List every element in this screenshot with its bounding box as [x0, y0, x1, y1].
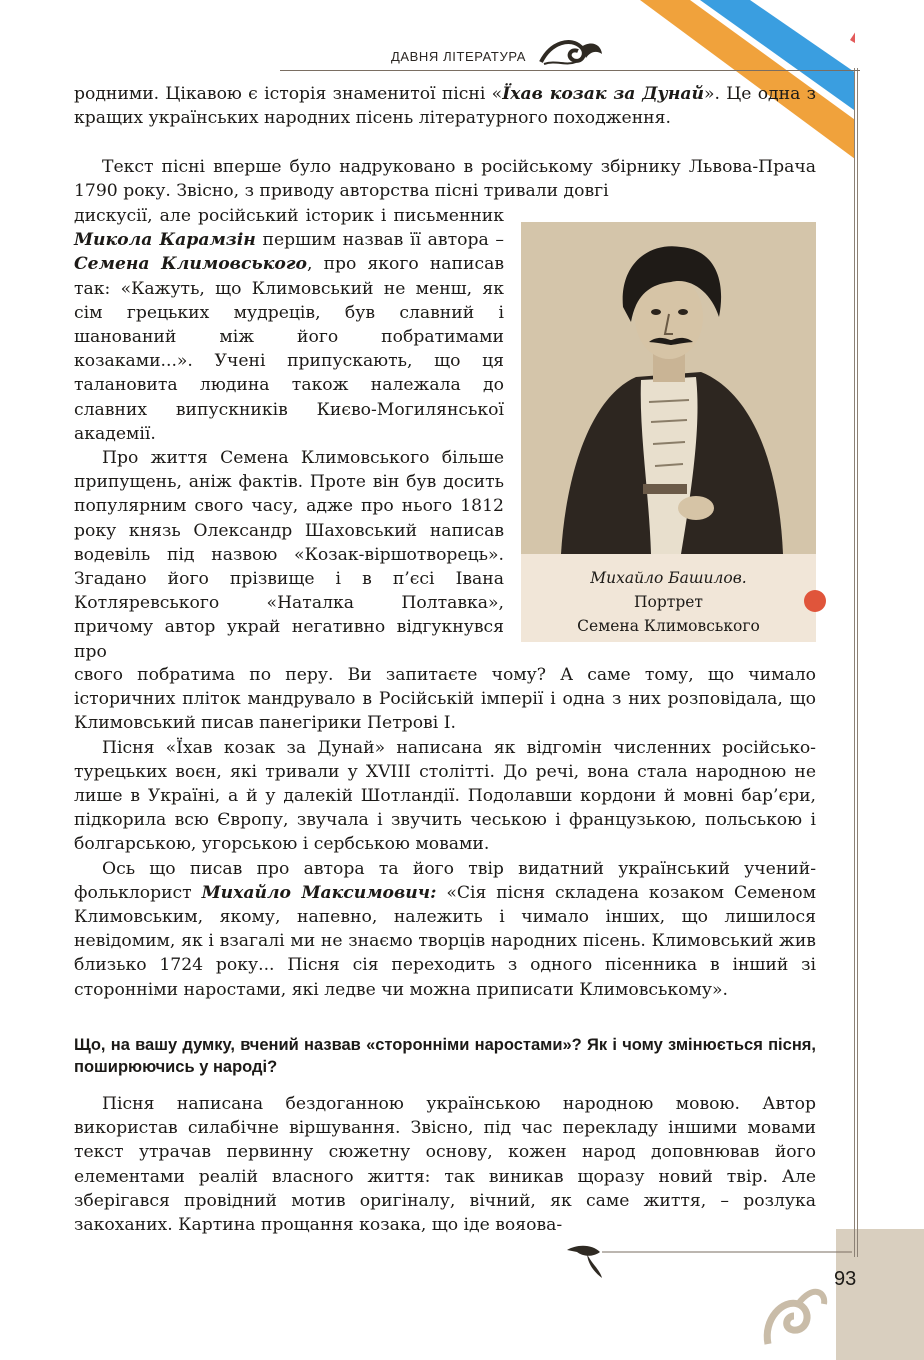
- p2-text-d: першим назвав її автора –: [255, 230, 504, 251]
- header-flourish-icon: [536, 32, 606, 72]
- paragraph-2-body: [74, 204, 504, 664]
- p5-text-c: «Сія пісня складена козаком Семеном Климовським, якому, напевно, належить і чимало інших, що лишилося невідомим, як і взагалі ми не знаємо творців народних пісень. Климовський жив близько 1724 року... Пісня сія переходить з одного пісенника в інший зі сторонніми наростами, які ледве чи можна приписати Климовському».: [74, 882, 816, 1000]
- section-title: ДАВНЯ ЛІТЕРАТУРА: [390, 49, 526, 64]
- red-marker-dot: [804, 590, 826, 612]
- p1-text-c: ». Це одна з кращих українських народних пісень літературного походження.: [74, 84, 816, 129]
- paragraph-3-bottom: [74, 663, 816, 1002]
- caption-line-3: Семена Климовського: [577, 617, 760, 635]
- p2-text-b: дискусії, але російський історик і письменник: [74, 206, 504, 226]
- corner-flourish-icon: [758, 1274, 828, 1354]
- frame-line: [854, 68, 855, 1257]
- p2-text-a: Текст пісні вперше було надруковано в російському збірнику Львова-Прача 1790 року. Звісно, з приводу авторства пісні тривали довгі: [74, 157, 816, 202]
- question-block: Що, на вашу думку, вчений назвав «сторонніми наростами»? Як і чому змінюється пісня, поширюючись у народі?: [74, 1036, 816, 1076]
- song-title: Їхав козак за Дунай: [502, 84, 704, 104]
- paragraph-5: [74, 857, 816, 1002]
- caption-author: Михайло Башилов.: [590, 569, 747, 587]
- maksymovych-name: Михайло Максимович:: [201, 882, 437, 903]
- paragraph-2-top: [74, 155, 816, 203]
- p5-text-a: Ось що писав про автора та його твір видатний український учений-фольклорист: [74, 858, 816, 903]
- portrait-caption: [521, 566, 816, 638]
- p3-text-b: свого побратима по перу. Ви запитаєте чому? А саме тому, що чимало історичних пліток мандрувало в Російській імперії і одна з них розповідала, що Климовський писав панегірики Петрові І.: [74, 665, 816, 734]
- side-margin: [855, 0, 924, 1360]
- portrait-figure: [521, 222, 816, 642]
- portrait-image: [521, 222, 816, 554]
- page-number: 93: [834, 1268, 857, 1290]
- caption-line-2: Портрет: [633, 593, 704, 611]
- paragraph-4: [74, 736, 816, 857]
- paragraph-6: [74, 1092, 816, 1237]
- p3-text-a: Про життя Семена Климовського більше припущень, аніж фактів. Проте він був досить популярним свого часу, адже про нього 1812 року князь Олександр Шаховський написав водевіль під назвою «Козак-віршотворець». Згадано його прізвище і в п’єсі Івана Котляревського «Наталка Полтавка», причому автор украй негативно відгукнувся про: [74, 448, 504, 662]
- p4-text: Пісня «Їхав козак за Дунай» написана як відгомін численних російсько-турецьких воєн, які тривали у XVIII столітті. До речі, вона стала народною не лише в Україні, а й у далекій Шотландії. Подолавши кордони й мовні бар’єри, підкорила всю Європу, звучала і звучить чеською і французькою, польською і болгарською, угорською і сербською мовами.: [74, 737, 816, 855]
- karamzin-name: Микола Карамзін: [74, 230, 256, 251]
- p2-text-f: , про якого написав так: «Кажуть, що Климовський не менш, як сім грецьких мудреців, був славний і шанований між його побратимами козаками...». Учені припускають, що ця талановита людина також належала до славних випускників Києво-Могилянської академії.: [74, 254, 505, 444]
- paragraph-1: [74, 82, 816, 130]
- paragraph-3-top: [74, 446, 504, 664]
- p1-text-a: родними. Цікавою є історія знаменитої пісні «: [74, 84, 503, 104]
- header-rule: [280, 70, 860, 71]
- p6-text: Пісня написана бездоганною українською народною мовою. Автор використав силабічне віршування. Звісно, під час перекладу іншими мовами текст утрачав первинну сюжетну основу, кожен народ доповнював його елементами реалій власного життя: так виникав щоразу новий твір. Але зберігався провідний мотив оригіналу, вічний, як саме життя, – розлука закоханих. Картина прощання козака, що іде вояова-: [74, 1094, 816, 1236]
- running-header: [250, 46, 610, 74]
- klymovsky-name: Семена Климовського: [74, 254, 308, 275]
- frame-line-inner: [857, 68, 858, 1257]
